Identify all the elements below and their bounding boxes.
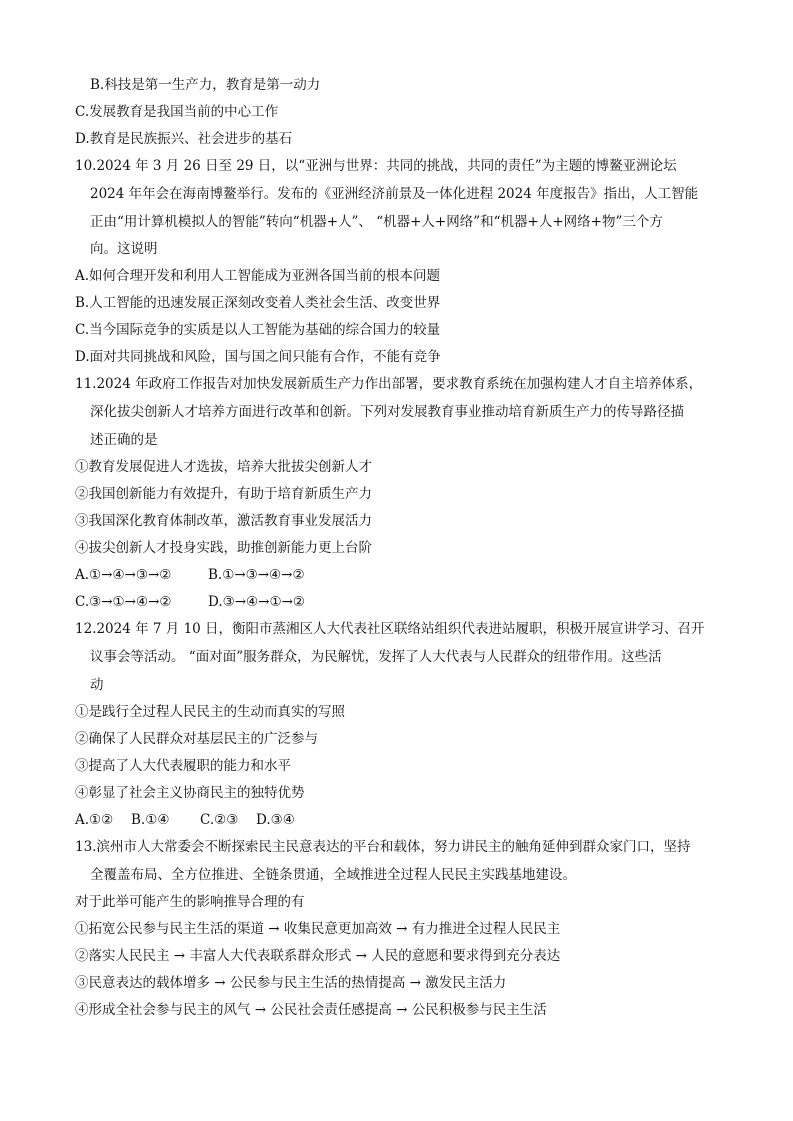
q12-option-b: B.①④ [131, 812, 170, 828]
q10-stem-line-2: 2024 年年会在海南博鳌举行。发布的《亚洲经济前景及一体化进程 2024 年度报告》指出，人工智能 [90, 186, 699, 202]
q9-option-c: C.发展教育是我国当前的中心工作 [75, 104, 279, 120]
q13-item-1: ①拓宽公民参与民主生活的渠道 → 收集民意更加高效 → 有力推进全过程人民民主 [75, 921, 561, 937]
q11-stem-line-1: 11.2024 年政府工作报告对加快发展新质生产力作出部署，要求教育系统在加强构建人才自主培养体系， [75, 376, 703, 392]
q13-item-3: ③民意表达的载体增多 → 公民参与民主生活的热情提高 → 激发民主活力 [75, 975, 507, 991]
q12-stem-line-2: 议事会等活动。 “面对面”服务群众，为民解忧，发挥了人大代表与人民群众的纽带作用。这些活 [90, 649, 662, 665]
q11-options-row-2 [75, 593, 305, 611]
q12-options-row [75, 811, 295, 829]
q12-stem-line-1: 12.2024 年 7 月 10 日，衡阳市蒸湘区人大代表社区联络站组织代表进站履职，积极开展宣讲学习、召开 [75, 621, 705, 637]
q11-option-a: A.①→④→③→② [75, 567, 172, 583]
q10-option-d: D.面对共同挑战和风险，国与国之间只能有合作，不能有竞争 [75, 349, 441, 365]
q11-item-4: ④拔尖创新人才投身实践，助推创新能力更上台阶 [75, 540, 372, 556]
q13-stem-line-2: 全覆盖布局、全方位推进、全链条贯通，全域推进全过程人民民主实践基地建设。 [90, 867, 576, 883]
q13-stem-line-1: 13.滨州市人大常委会不断探索民主民意表达的平台和载体，努力讲民主的触角延伸到群众家门口，坚持 [75, 839, 691, 855]
q9-option-d: D.教育是民族振兴、社会进步的基石 [75, 131, 293, 147]
q12-option-c: C.②③ [200, 812, 239, 828]
q12-option-a: A.①② [75, 812, 114, 828]
q11-option-c: C.③→①→④→② [75, 594, 172, 610]
q12-item-2: ②确保了人民群众对基层民主的广泛参与 [75, 731, 318, 747]
q11-option-d: D.③→④→①→② [208, 594, 305, 610]
q9-option-b: B.科技是第一生产力，教育是第一动力 [90, 77, 321, 93]
q10-stem-line-1: 10.2024 年 3 月 26 日至 29 日，以“亚洲与世界：共同的挑战，共同的责任”为主题的博鳌亚洲论坛 [75, 158, 677, 174]
q10-option-c: C.当今国际竞争的实质是以人工智能为基础的综合国力的较量 [75, 322, 441, 338]
q11-option-b: B.①→③→④→② [208, 567, 305, 583]
q13-stem-line-3: 对于此举可能产生的影响推导合理的有 [75, 894, 305, 910]
q11-item-3: ③我国深化教育体制改革，激活教育事业发展活力 [75, 513, 372, 529]
q10-option-b: B.人工智能的迅速发展正深刻改变着人类社会生活、改变世界 [75, 295, 441, 311]
q12-option-d: D.③④ [256, 812, 295, 828]
q10-stem-line-3: 正由“用计算机模拟人的智能”转向“机器+人”、 “机器+人+网络”和“机器+人+网络+物”三个方 [90, 214, 663, 230]
q12-item-4: ④彰显了社会主义协商民主的独特优势 [75, 785, 305, 801]
q10-option-a: A.如何合理开发和利用人工智能成为亚洲各国当前的根本问题 [75, 268, 441, 284]
q12-item-3: ③提高了人大代表履职的能力和水平 [75, 758, 291, 774]
q13-item-4: ④形成全社会参与民主的风气 → 公民社会责任感提高 → 公民积极参与民主生活 [75, 1002, 547, 1018]
q11-item-2: ②我国创新能力有效提升，有助于培育新质生产力 [75, 486, 372, 502]
q12-stem-line-3: 动 [90, 677, 104, 693]
q12-item-1: ①是践行全过程人民民主的生动而真实的写照 [75, 704, 345, 720]
q11-stem-line-3: 述正确的是 [90, 432, 158, 448]
q11-stem-line-2: 深化拔尖创新人才培养方面进行改革和创新。下列对发展教育事业推动培育新质生产力的传导路径描 [90, 404, 684, 420]
q10-stem-line-4: 向。这说明 [90, 241, 158, 257]
q11-item-1: ①教育发展促进人才选拔，培养大批拔尖创新人才 [75, 459, 372, 475]
q11-options-row-1 [75, 566, 305, 584]
q13-item-2: ②落实人民民主 → 丰富人大代表联系群众形式 → 人民的意愿和要求得到充分表达 [75, 948, 561, 964]
